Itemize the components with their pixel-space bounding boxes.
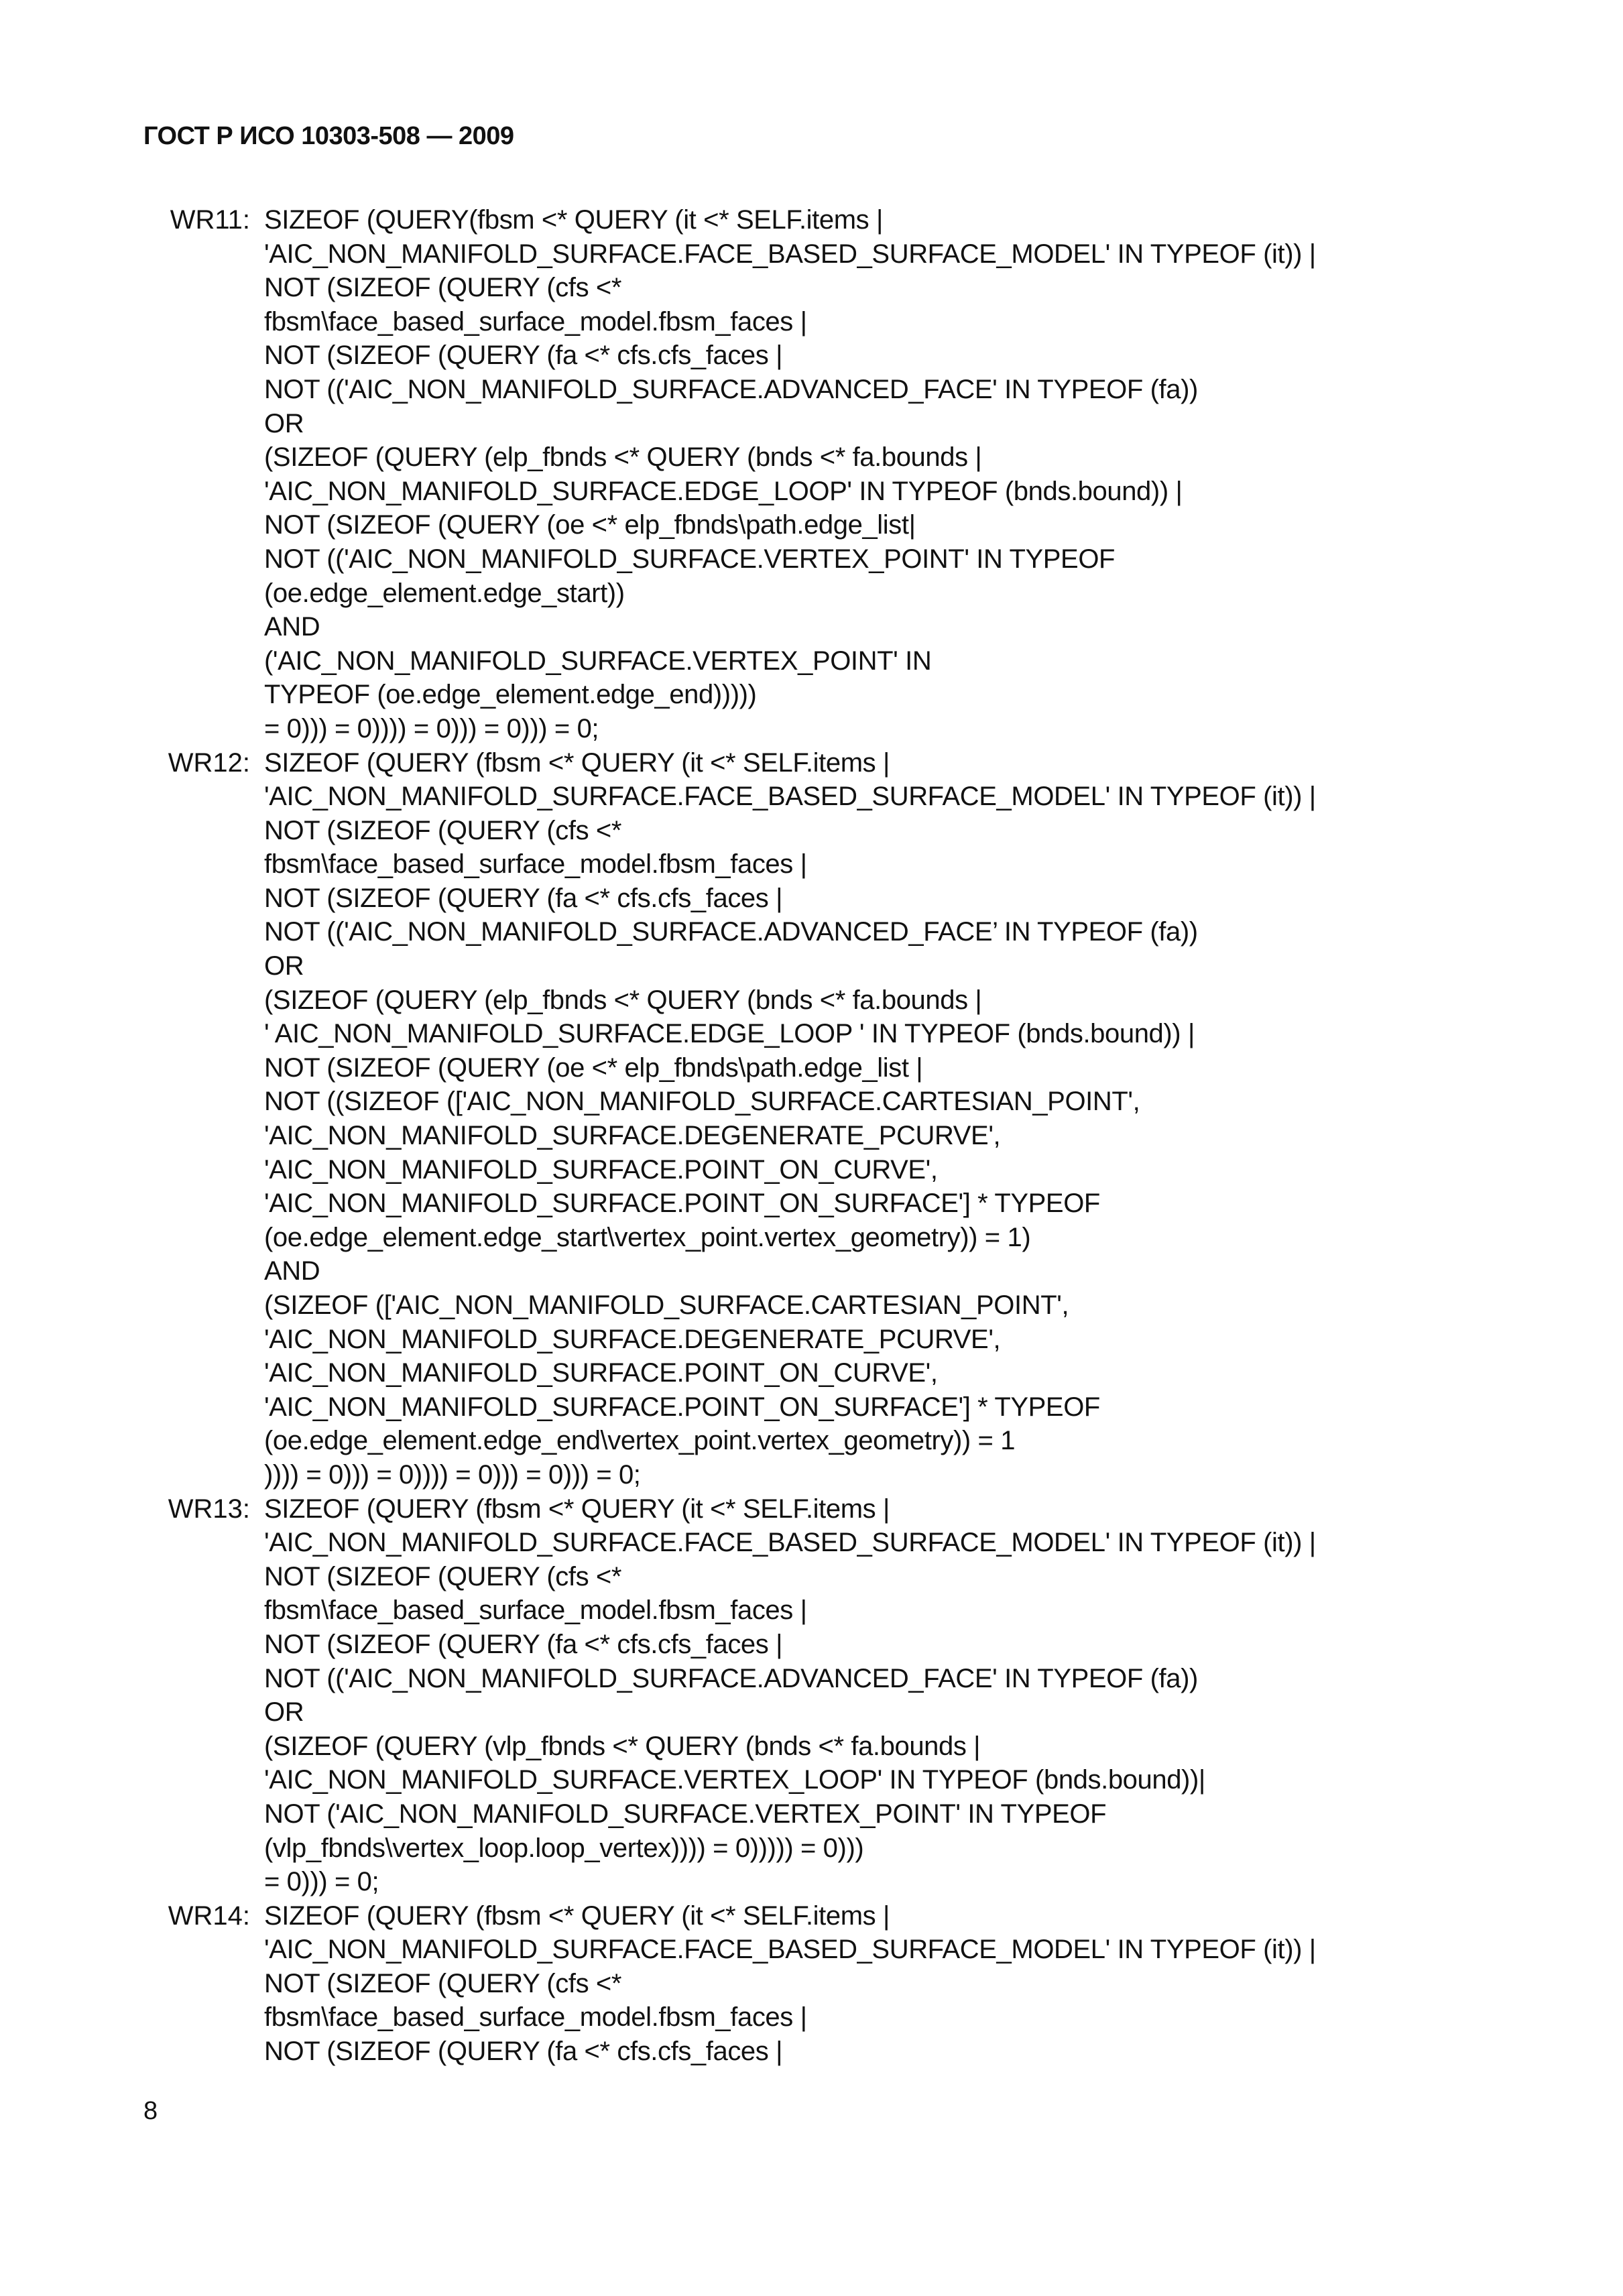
rule-block	[0, 203, 1623, 746]
code-line: 'AIC_NON_MANIFOLD_SURFACE.POINT_ON_CURVE',	[264, 1154, 938, 1185]
code-line: (SIZEOF (QUERY (elp_fbnds <* QUERY (bnds <* fa.bounds |	[264, 985, 982, 1015]
rule-block	[0, 1492, 1623, 1899]
code-line: TYPEOF (oe.edge_element.edge_end)))))	[264, 680, 757, 710]
code-line: NOT (SIZEOF (QUERY (cfs <*	[264, 815, 622, 845]
code-line: SIZEOF (QUERY(fbsm <* QUERY (it <* SELF.items |	[264, 205, 883, 235]
code-line: NOT (SIZEOF (QUERY (cfs <*	[264, 1968, 622, 1998]
code-line: 'AIC_NON_MANIFOLD_SURFACE.DEGENERATE_PCURVE',	[264, 1324, 1001, 1354]
code-line: (vlp_fbnds\vertex_loop.loop_vertex)))) = 0))))) = 0)))	[264, 1833, 864, 1863]
code-line: NOT (SIZEOF (QUERY (oe <* elp_fbnds\path.edge_list|	[264, 510, 916, 540]
code-line: 'AIC_NON_MANIFOLD_SURFACE.FACE_BASED_SURFACE_MODEL' IN TYPEOF (it)) |	[264, 1528, 1316, 1558]
code-line: 'AIC_NON_MANIFOLD_SURFACE.POINT_ON_SURFACE'] * TYPEOF	[264, 1392, 1100, 1422]
code-line: (SIZEOF (QUERY (vlp_fbnds <* QUERY (bnds <* fa.bounds |	[264, 1731, 981, 1761]
code-line: 'AIC_NON_MANIFOLD_SURFACE.FACE_BASED_SURFACE_MODEL' IN TYPEOF (it)) |	[264, 1935, 1316, 1965]
code-line: 'AIC_NON_MANIFOLD_SURFACE.VERTEX_LOOP' IN TYPEOF (bnds.bound))|	[264, 1765, 1205, 1795]
code-line: AND	[264, 1256, 320, 1286]
rule-label: WR13:	[168, 1494, 250, 1524]
code-line: SIZEOF (QUERY (fbsm <* QUERY (it <* SELF.items |	[264, 1900, 890, 1931]
rule-label: WR14:	[168, 1900, 250, 1931]
page-number: 8	[143, 2097, 158, 2125]
code-line: 'AIC_NON_MANIFOLD_SURFACE.POINT_ON_CURVE',	[264, 1358, 938, 1388]
code-line: SIZEOF (QUERY (fbsm <* QUERY (it <* SELF.items |	[264, 747, 890, 778]
code-line: 'AIC_NON_MANIFOLD_SURFACE.POINT_ON_SURFACE'] * TYPEOF	[264, 1189, 1100, 1219]
code-line: NOT ('AIC_NON_MANIFOLD_SURFACE.VERTEX_POINT' IN TYPEOF	[264, 1799, 1107, 1829]
code-line: NOT (SIZEOF (QUERY (oe <* elp_fbnds\path.edge_list |	[264, 1052, 923, 1083]
code-line: (SIZEOF (QUERY (elp_fbnds <* QUERY (bnds <* fa.bounds |	[264, 442, 982, 473]
code-line: SIZEOF (QUERY (fbsm <* QUERY (it <* SELF.items |	[264, 1494, 890, 1524]
code-line: NOT (('AIC_NON_MANIFOLD_SURFACE.ADVANCED_FACE' IN TYPEOF (fa))	[264, 374, 1198, 404]
code-line: )))) = 0))) = 0)))) = 0))) = 0))) = 0;	[264, 1459, 641, 1490]
code-line: fbsm\face_based_surface_model.fbsm_faces |	[264, 2002, 807, 2033]
code-line: NOT (('AIC_NON_MANIFOLD_SURFACE.ADVANCED_FACE’ IN TYPEOF (fa))	[264, 917, 1198, 947]
code-line: fbsm\face_based_surface_model.fbsm_faces |	[264, 306, 807, 337]
code-line: 'AIC_NON_MANIFOLD_SURFACE.DEGENERATE_PCURVE',	[264, 1121, 1001, 1151]
rule-code	[264, 746, 1623, 1492]
code-line: NOT (SIZEOF (QUERY (cfs <*	[264, 273, 622, 303]
document-header: ГОСТ Р ИСО 10303-508 — 2009	[143, 122, 514, 150]
code-line: (oe.edge_element.edge_end\vertex_point.vertex_geometry)) = 1	[264, 1426, 1016, 1456]
code-line: ('AIC_NON_MANIFOLD_SURFACE.VERTEX_POINT' IN	[264, 646, 932, 676]
rule-block	[0, 1899, 1623, 2069]
rule-code	[264, 1492, 1623, 1899]
code-line: fbsm\face_based_surface_model.fbsm_faces |	[264, 1595, 807, 1626]
code-line: OR	[264, 408, 304, 438]
code-line: NOT (SIZEOF (QUERY (fa <* cfs.cfs_faces |	[264, 2037, 783, 2067]
code-line: AND	[264, 612, 320, 642]
code-line: NOT (SIZEOF (QUERY (fa <* cfs.cfs_faces |	[264, 883, 783, 913]
code-line: (oe.edge_element.edge_start))	[264, 578, 625, 608]
code-line: 'AIC_NON_MANIFOLD_SURFACE.EDGE_LOOP' IN TYPEOF (bnds.bound)) |	[264, 476, 1183, 506]
rule-label: WR11:	[170, 205, 250, 235]
code-line: = 0))) = 0;	[264, 1867, 379, 1897]
code-line: NOT (('AIC_NON_MANIFOLD_SURFACE.ADVANCED_FACE' IN TYPEOF (fa))	[264, 1663, 1198, 1693]
code-line: (oe.edge_element.edge_start\vertex_point.vertex_geometry)) = 1)	[264, 1222, 1031, 1252]
code-line: = 0))) = 0)))) = 0))) = 0))) = 0;	[264, 713, 599, 743]
code-line: fbsm\face_based_surface_model.fbsm_faces |	[264, 849, 807, 880]
code-line: 'AIC_NON_MANIFOLD_SURFACE.FACE_BASED_SURFACE_MODEL' IN TYPEOF (it)) |	[264, 239, 1316, 269]
rule-label: WR12:	[168, 747, 250, 778]
wellformed-rules-list	[0, 203, 1623, 2069]
code-line: NOT (SIZEOF (QUERY (fa <* cfs.cfs_faces |	[264, 341, 783, 371]
code-line: NOT (('AIC_NON_MANIFOLD_SURFACE.VERTEX_POINT' IN TYPEOF	[264, 544, 1116, 574]
code-line: OR	[264, 1697, 304, 1728]
code-line: NOT ((SIZEOF (['AIC_NON_MANIFOLD_SURFACE.CARTESIAN_POINT',	[264, 1087, 1140, 1117]
code-line: 'AIC_NON_MANIFOLD_SURFACE.FACE_BASED_SURFACE_MODEL' IN TYPEOF (it)) |	[264, 782, 1316, 812]
rule-code	[264, 203, 1623, 746]
rule-block	[0, 746, 1623, 1492]
rule-code	[264, 1899, 1623, 2069]
code-line: NOT (SIZEOF (QUERY (cfs <*	[264, 1561, 622, 1591]
code-line: OR	[264, 951, 304, 981]
code-line: NOT (SIZEOF (QUERY (fa <* cfs.cfs_faces |	[264, 1629, 783, 1659]
code-line: ' AIC_NON_MANIFOLD_SURFACE.EDGE_LOOP ' IN TYPEOF (bnds.bound)) |	[264, 1019, 1195, 1049]
code-line: (SIZEOF (['AIC_NON_MANIFOLD_SURFACE.CARTESIAN_POINT',	[264, 1290, 1069, 1320]
